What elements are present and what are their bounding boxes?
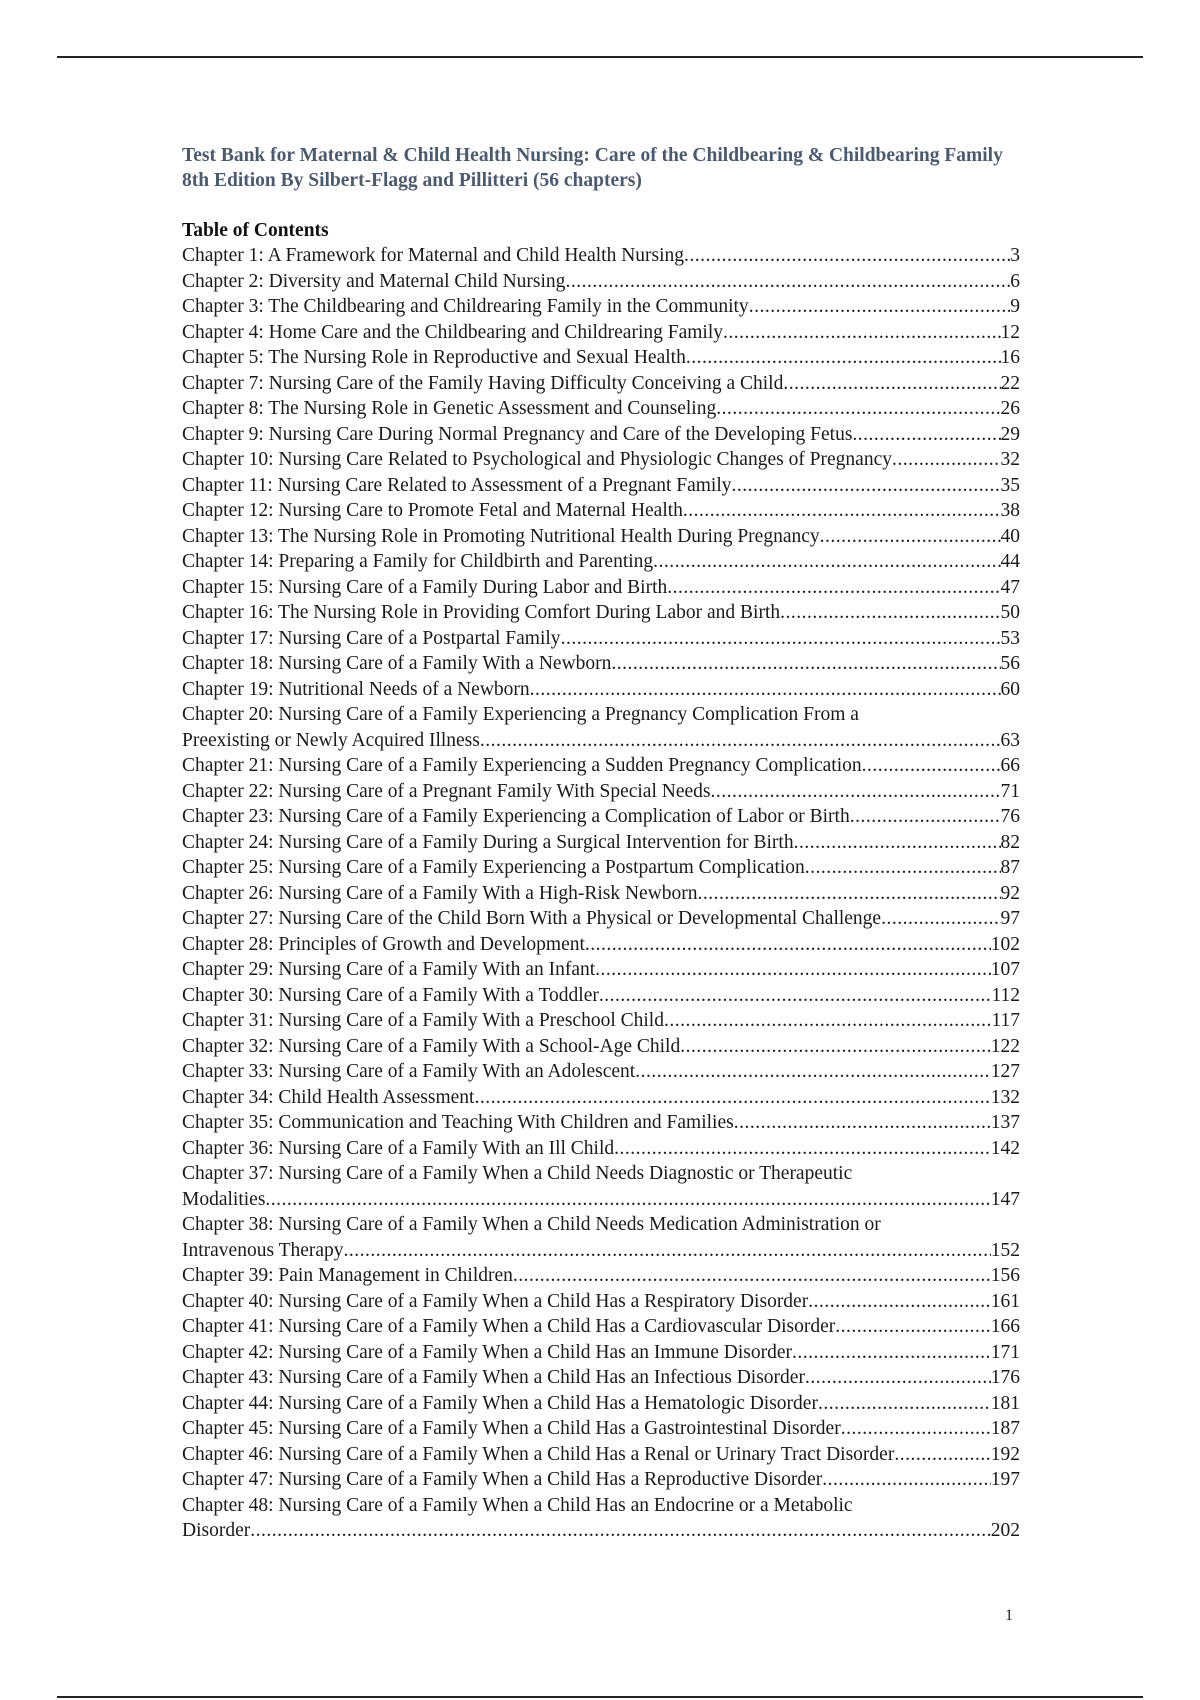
toc-entry-title: Chapter 28: Principles of Growth and Development <box>182 933 585 955</box>
toc-entry-title-line1: Chapter 48: Nursing Care of a Family When a Child Has an Endocrine or a Metabolic <box>182 1494 853 1516</box>
toc-entry-title: Chapter 45: Nursing Care of a Family When a Child Has a Gastrointestinal Disorder <box>182 1418 841 1439</box>
toc-entry[interactable] <box>182 753 1020 779</box>
toc-entry-title: Chapter 17: Nursing Care of a Postpartal Family <box>182 627 561 649</box>
toc-dot-leader <box>894 1442 990 1468</box>
toc-dot-leader <box>530 677 1001 703</box>
toc-entry[interactable] <box>182 1161 1020 1212</box>
toc-dot-leader <box>805 855 1001 881</box>
toc-dot-leader <box>818 1391 991 1417</box>
toc-entry-page: 87 <box>1000 857 1020 878</box>
toc-entry[interactable] <box>182 1493 1020 1544</box>
toc-dot-leader <box>614 1136 991 1162</box>
toc-entry[interactable] <box>182 575 1020 601</box>
toc-entry[interactable] <box>182 1085 1020 1111</box>
toc-dot-leader <box>680 1034 991 1060</box>
toc-entry[interactable] <box>182 779 1020 805</box>
document-page <box>182 143 1020 1544</box>
toc-entry[interactable] <box>182 677 1020 703</box>
toc-entry-title: Chapter 25: Nursing Care of a Family Experiencing a Postpartum Complication <box>182 857 805 878</box>
toc-entry-page: 142 <box>990 1137 1020 1159</box>
toc-entry-title: Chapter 41: Nursing Care of a Family When a Child Has a Cardiovascular Disorder <box>182 1316 836 1337</box>
toc-entry[interactable] <box>182 932 1020 958</box>
toc-entry[interactable] <box>182 830 1020 856</box>
toc-entry-page: 97 <box>1000 908 1020 929</box>
toc-entry[interactable] <box>182 1110 1020 1136</box>
toc-entry-title: Chapter 5: The Nursing Role in Reproductive and Sexual Health <box>182 347 686 368</box>
toc-entry-title: Chapter 10: Nursing Care Related to Psychological and Physiologic Changes of Pregnancy <box>182 449 892 470</box>
toc-entry-title: Chapter 27: Nursing Care of the Child Born With a Physical or Developmental Challenge <box>182 908 882 929</box>
toc-entry-title: Chapter 21: Nursing Care of a Family Experiencing a Sudden Pregnancy Complication <box>182 755 862 776</box>
toc-entry[interactable] <box>182 626 1020 652</box>
toc-dot-leader <box>805 1365 991 1391</box>
toc-entry[interactable] <box>182 881 1020 907</box>
toc-entry[interactable] <box>182 371 1020 397</box>
toc-entry[interactable] <box>182 1289 1020 1315</box>
toc-entry-page: 12 <box>1000 321 1020 343</box>
toc-entry-title-line1: Chapter 20: Nursing Care of a Family Experiencing a Pregnancy Complication From a <box>182 704 859 725</box>
toc-entry-title: Chapter 11: Nursing Care Related to Assessment of a Pregnant Family <box>182 474 732 496</box>
toc-entry-title-line2: Preexisting or Newly Acquired Illness <box>182 729 480 751</box>
toc-entry[interactable] <box>182 957 1020 983</box>
toc-dot-leader <box>611 651 1000 677</box>
toc-entry-title: Chapter 44: Nursing Care of a Family When a Child Has a Hematologic Disorder <box>182 1392 818 1414</box>
toc-entry[interactable] <box>182 1365 1020 1391</box>
toc-entry-page: 161 <box>990 1290 1020 1312</box>
toc-entry-title: Chapter 47: Nursing Care of a Family When a Child Has a Reproductive Disorder <box>182 1469 823 1490</box>
table-of-contents <box>182 243 1020 1544</box>
toc-entry[interactable] <box>182 1136 1020 1162</box>
toc-entry[interactable] <box>182 422 1020 448</box>
toc-entry-title: Chapter 13: The Nursing Role in Promoting Nutritional Health During Pregnancy <box>182 525 820 547</box>
toc-entry-title-line2: Intravenous Therapy <box>182 1239 344 1261</box>
toc-entry-title: Chapter 16: The Nursing Role in Providing Comfort During Labor and Birth <box>182 602 781 623</box>
toc-entry-page: 50 <box>1000 602 1020 623</box>
toc-dot-leader <box>344 1238 991 1264</box>
toc-entry-title-line2: Modalities <box>182 1188 266 1210</box>
toc-entry-page: 35 <box>1000 474 1020 496</box>
toc-entry[interactable] <box>182 320 1020 346</box>
toc-dot-leader <box>734 1110 991 1136</box>
toc-entry-title: Chapter 32: Nursing Care of a Family With a School-Age Child <box>182 1035 681 1057</box>
toc-entry-page: 187 <box>990 1418 1020 1439</box>
toc-entry-title: Chapter 23: Nursing Care of a Family Experiencing a Complication of Labor or Birth <box>182 806 850 827</box>
toc-dot-leader <box>513 1263 991 1289</box>
toc-entry-title: Chapter 31: Nursing Care of a Family With a Preschool Child <box>182 1010 664 1031</box>
toc-dot-leader <box>265 1187 990 1213</box>
toc-dot-leader <box>561 626 1001 652</box>
toc-entry-page: 6 <box>1010 270 1020 292</box>
toc-dot-leader <box>808 1289 991 1315</box>
toc-entry[interactable] <box>182 702 1020 753</box>
toc-entry[interactable] <box>182 804 1020 830</box>
toc-entry-title: Chapter 30: Nursing Care of a Family With a Toddler <box>182 984 599 1006</box>
toc-entry-page: 16 <box>1000 347 1020 368</box>
toc-entry-title: Chapter 2: Diversity and Maternal Child Nursing <box>182 270 566 292</box>
toc-entry-title: Chapter 8: The Nursing Role in Genetic Assessment and Counseling <box>182 398 717 419</box>
toc-entry[interactable] <box>182 1416 1020 1442</box>
toc-entry-page: 92 <box>1000 882 1020 904</box>
toc-dot-leader <box>664 1008 992 1034</box>
toc-dot-leader <box>892 447 1001 473</box>
toc-entry-title: Chapter 39: Pain Management in Children <box>182 1265 513 1286</box>
toc-entry-title: Chapter 29: Nursing Care of a Family With an Infant <box>182 959 596 980</box>
toc-entry[interactable] <box>182 1314 1020 1340</box>
toc-entry-title: Chapter 14: Preparing a Family for Childbirth and Parenting <box>182 551 654 572</box>
toc-dot-leader <box>841 1416 991 1442</box>
toc-dot-leader <box>250 1518 991 1544</box>
toc-dot-leader <box>723 320 1001 346</box>
toc-entry[interactable] <box>182 1467 1020 1493</box>
toc-entry-title: Chapter 12: Nursing Care to Promote Fetal and Maternal Health <box>182 500 683 521</box>
toc-entry-page: 60 <box>1000 678 1020 700</box>
toc-entry-title: Chapter 33: Nursing Care of a Family With an Adolescent <box>182 1061 636 1082</box>
toc-dot-leader <box>792 1340 991 1366</box>
toc-entry-title: Chapter 26: Nursing Care of a Family With a High-Risk Newborn <box>182 882 698 904</box>
toc-entry[interactable] <box>182 1212 1020 1263</box>
toc-entry-page: 171 <box>990 1341 1020 1363</box>
toc-entry[interactable] <box>182 524 1020 550</box>
toc-entry-title: Chapter 9: Nursing Care During Normal Pregnancy and Care of the Developing Fetus <box>182 423 853 445</box>
toc-entry-page: 71 <box>1000 780 1020 802</box>
toc-dot-leader <box>852 422 1000 448</box>
toc-entry-title: Chapter 1: A Framework for Maternal and Child Health Nursing <box>182 245 685 266</box>
top-rule <box>57 56 1143 58</box>
toc-entry-page: 197 <box>990 1469 1020 1490</box>
toc-entry-page: 122 <box>990 1035 1020 1057</box>
toc-entry-title: Chapter 24: Nursing Care of a Family During a Surgical Intervention for Birth <box>182 831 794 853</box>
toc-dot-leader <box>850 804 1001 830</box>
toc-dot-leader <box>732 473 1001 499</box>
toc-entry[interactable] <box>182 243 1020 269</box>
toc-entry-page: 66 <box>1000 755 1020 776</box>
toc-dot-leader <box>780 600 1000 626</box>
toc-entry-page: 63 <box>1000 729 1020 751</box>
toc-entry-page: 22 <box>1000 372 1020 394</box>
toc-entry-title: Chapter 19: Nutritional Needs of a Newborn <box>182 678 530 700</box>
toc-entry-title: Chapter 46: Nursing Care of a Family When a Child Has a Renal or Urinary Tract Disorder <box>182 1443 895 1465</box>
toc-entry-page: 107 <box>990 959 1020 980</box>
toc-entry-page: 26 <box>1000 398 1020 419</box>
toc-dot-leader <box>480 728 1001 754</box>
toc-entry-page: 117 <box>991 1010 1020 1031</box>
toc-dot-leader <box>822 1467 990 1493</box>
toc-dot-leader <box>783 371 1000 397</box>
page-number: 1 <box>1005 1607 1013 1624</box>
toc-entry-title: Chapter 42: Nursing Care of a Family When a Child Has an Immune Disorder <box>182 1341 792 1363</box>
toc-entry-page: 102 <box>990 933 1020 955</box>
toc-entry-page: 3 <box>1010 245 1020 266</box>
toc-entry-page: 38 <box>1000 500 1020 521</box>
toc-entry-page: 32 <box>1000 449 1020 470</box>
toc-entry[interactable] <box>182 1391 1020 1417</box>
toc-dot-leader <box>683 498 1001 524</box>
toc-entry[interactable] <box>182 549 1020 575</box>
toc-entry[interactable] <box>182 983 1020 1009</box>
toc-dot-leader <box>653 549 1000 575</box>
toc-entry-page: 47 <box>1000 576 1020 598</box>
toc-entry-page: 147 <box>990 1188 1020 1210</box>
toc-dot-leader <box>881 906 1000 932</box>
toc-entry[interactable] <box>182 1034 1020 1060</box>
toc-dot-leader <box>565 269 1010 295</box>
toc-dot-leader <box>820 524 1001 550</box>
toc-entry-page: 82 <box>1000 831 1020 853</box>
toc-entry-page: 192 <box>990 1443 1020 1465</box>
toc-entry-title-line1: Chapter 37: Nursing Care of a Family When a Child Needs Diagnostic or Therapeutic <box>182 1163 853 1184</box>
toc-entry-page: 166 <box>990 1316 1020 1337</box>
toc-entry-title: Chapter 7: Nursing Care of the Family Having Difficulty Conceiving a Child <box>182 372 784 394</box>
toc-entry-page: 181 <box>990 1392 1020 1414</box>
document-title: Test Bank for Maternal & Child Health Nursing: Care of the Childbearing & Childbearing Family 8th Edition By Silbert-Flagg and Pillitteri (56 chapters) <box>182 145 1003 191</box>
toc-entry-page: 202 <box>990 1520 1020 1541</box>
toc-dot-leader <box>716 396 1000 422</box>
toc-entry-page: 9 <box>1010 296 1020 317</box>
toc-dot-leader <box>686 345 1001 371</box>
toc-entry-page: 152 <box>990 1239 1020 1261</box>
toc-entry-page: 53 <box>1000 627 1020 649</box>
bottom-rule <box>57 1696 1143 1698</box>
toc-entry[interactable] <box>182 855 1020 881</box>
toc-entry-page: 56 <box>1000 653 1020 674</box>
toc-entry[interactable] <box>182 1059 1020 1085</box>
toc-entry-title: Chapter 43: Nursing Care of a Family When a Child Has an Infectious Disorder <box>182 1367 805 1388</box>
toc-entry-title: Chapter 18: Nursing Care of a Family With a Newborn <box>182 653 612 674</box>
toc-entry-title: Chapter 4: Home Care and the Childbearing and Childrearing Family <box>182 321 723 343</box>
toc-entry-page: 132 <box>990 1086 1020 1108</box>
toc-entry[interactable] <box>182 1008 1020 1034</box>
toc-entry[interactable] <box>182 600 1020 626</box>
toc-entry-page: 44 <box>1000 551 1020 572</box>
toc-entry-title: Chapter 35: Communication and Teaching With Children and Families <box>182 1112 734 1133</box>
toc-dot-leader <box>595 957 991 983</box>
toc-dot-leader <box>585 932 991 958</box>
toc-entry-page: 112 <box>991 984 1020 1006</box>
toc-entry-page: 127 <box>990 1061 1020 1082</box>
toc-dot-leader <box>667 575 1000 601</box>
toc-entry-title: Chapter 3: The Childbearing and Childrearing Family in the Community <box>182 296 749 317</box>
toc-dot-leader <box>794 830 1001 856</box>
toc-dot-leader <box>474 1085 990 1111</box>
toc-entry-title-line2: Disorder <box>182 1520 251 1541</box>
toc-entry[interactable] <box>182 345 1020 371</box>
toc-dot-leader <box>599 983 992 1009</box>
toc-entry-title: Chapter 34: Child Health Assessment <box>182 1086 475 1108</box>
toc-entry-page: 29 <box>1000 423 1020 445</box>
toc-entry-title-line1: Chapter 38: Nursing Care of a Family When a Child Needs Medication Administration or <box>182 1214 881 1235</box>
toc-entry-title: Chapter 36: Nursing Care of a Family With an Ill Child <box>182 1137 615 1159</box>
toc-dot-leader <box>711 779 1001 805</box>
toc-entry[interactable] <box>182 651 1020 677</box>
toc-dot-leader <box>635 1059 991 1085</box>
toc-dot-leader <box>684 243 1010 269</box>
toc-entry-page: 156 <box>990 1265 1020 1286</box>
toc-entry[interactable] <box>182 294 1020 320</box>
toc-entry[interactable] <box>182 473 1020 499</box>
toc-entry[interactable] <box>182 1263 1020 1289</box>
toc-dot-leader <box>862 753 1001 779</box>
toc-entry[interactable] <box>182 1340 1020 1366</box>
toc-entry[interactable] <box>182 269 1020 295</box>
toc-entry-page: 137 <box>990 1112 1020 1133</box>
toc-entry-title: Chapter 40: Nursing Care of a Family When a Child Has a Respiratory Disorder <box>182 1290 809 1312</box>
toc-dot-leader <box>749 294 1011 320</box>
toc-entry[interactable] <box>182 396 1020 422</box>
toc-heading: Table of Contents <box>182 220 329 241</box>
toc-entry-title: Chapter 15: Nursing Care of a Family During Labor and Birth <box>182 576 668 598</box>
toc-dot-leader <box>698 881 1001 907</box>
toc-entry[interactable] <box>182 498 1020 524</box>
toc-entry-page: 76 <box>1000 806 1020 827</box>
toc-entry[interactable] <box>182 447 1020 473</box>
toc-entry-page: 176 <box>990 1367 1020 1388</box>
toc-entry[interactable] <box>182 1442 1020 1468</box>
toc-entry-title: Chapter 22: Nursing Care of a Pregnant Family With Special Needs <box>182 780 711 802</box>
toc-entry[interactable] <box>182 906 1020 932</box>
toc-entry-page: 40 <box>1000 525 1020 547</box>
toc-dot-leader <box>835 1314 990 1340</box>
